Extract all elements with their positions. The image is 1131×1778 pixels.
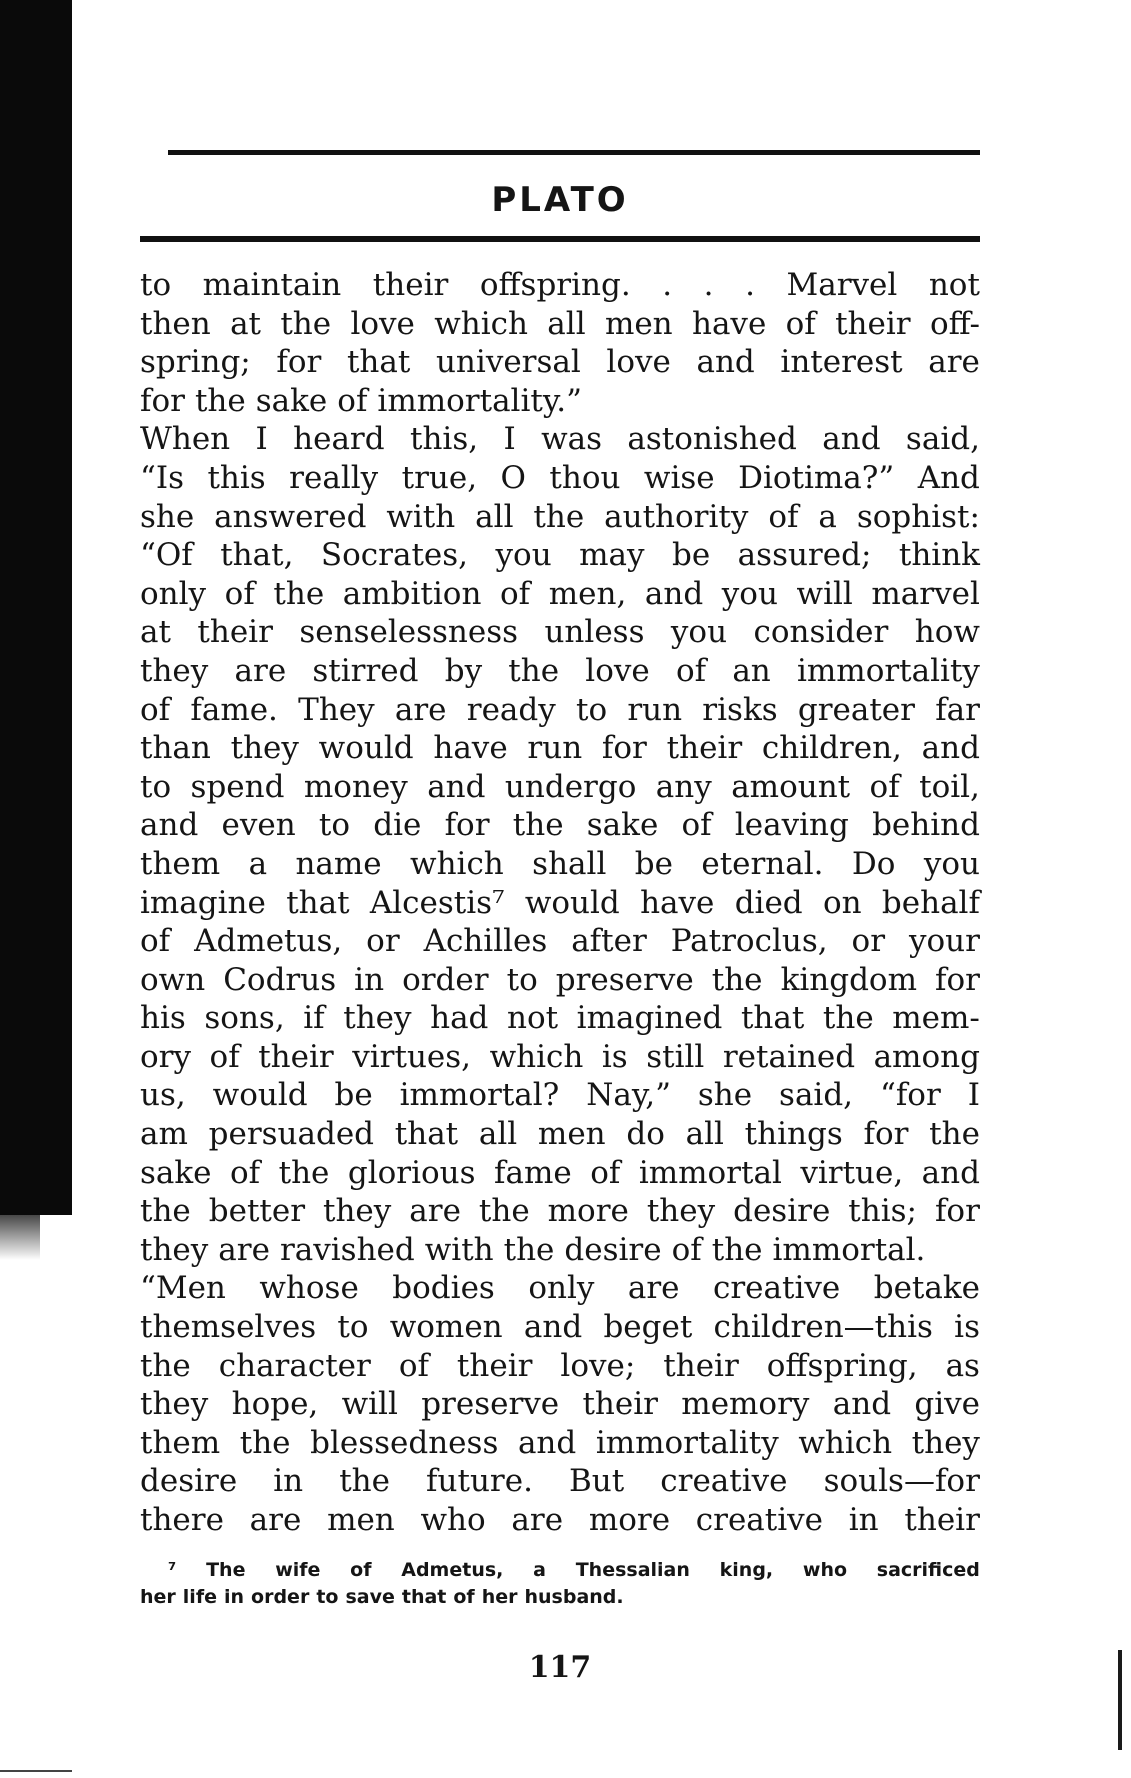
text-line: us, would be immortal? Nay,” she said, “for I <box>140 1077 980 1114</box>
text-line: “Is this really true, O thou wise Diotima?” And <box>140 459 980 496</box>
text-line: and even to die for the sake of leaving behind <box>140 807 980 844</box>
text-line: to spend money and undergo any amount of toil, <box>140 768 980 805</box>
text-line: they are ravished with the desire of the immortal. <box>140 1231 926 1268</box>
text-line: she answered with all the authority of a sophist: <box>140 498 980 535</box>
text-line: spring; for that universal love and interest are <box>140 344 980 381</box>
text-line: than they would have run for their children, and <box>140 730 980 767</box>
text-line: imagine that Alcestis⁷ would have died on behalf <box>140 884 980 921</box>
text-line: sake of the glorious fame of immortal virtue, and <box>140 1154 980 1191</box>
text-line: them the blessedness and immortality which they <box>140 1424 980 1461</box>
scan-binding-shadow <box>0 0 72 1215</box>
text-line: the better they are the more they desire this; for <box>140 1193 980 1230</box>
text-line: of fame. They are ready to run risks greater far <box>140 691 980 728</box>
text-line: When I heard this, I was astonished and said, <box>140 421 980 458</box>
text-line: themselves to women and beget children—this is <box>140 1309 980 1346</box>
footnote <box>140 1557 980 1611</box>
text-line: they hope, will preserve their memory and give <box>140 1386 980 1423</box>
scan-binding-shadow-fade <box>0 1200 40 1260</box>
text-line: only of the ambition of men, and you will marvel <box>140 575 980 612</box>
header-rule-bottom <box>140 236 980 242</box>
text-line: the character of their love; their offspring, as <box>140 1347 980 1384</box>
text-line: ory of their virtues, which is still retained among <box>140 1038 980 1075</box>
header-rule-top <box>168 150 980 155</box>
text-line: his sons, if they had not imagined that the mem- <box>140 1000 980 1037</box>
text-line: them a name which shall be eternal. Do you <box>140 845 980 882</box>
text-line: at their senselessness unless you consider how <box>140 614 980 651</box>
text-line: to maintain their offspring. . . . Marvel not <box>140 267 980 303</box>
text-line: there are men who are more creative in their <box>140 1502 980 1538</box>
text-line: desire in the future. But creative souls—for <box>140 1463 980 1500</box>
text-line: am persuaded that all men do all things for the <box>140 1116 980 1153</box>
text-line: they are stirred by the love of an immortality <box>140 652 980 689</box>
page-number: 117 <box>528 1650 592 1685</box>
text-line: “Men whose bodies only are creative betake <box>140 1270 980 1307</box>
footnote-line: ⁷ The wife of Admetus, a Thessalian king, who sacrificed <box>168 1559 980 1581</box>
text-line: for the sake of immortality.” <box>140 382 582 419</box>
footnote-line: her life in order to save that of her husband. <box>140 1586 624 1608</box>
text-line: then at the love which all men have of their off- <box>140 305 980 342</box>
body-text <box>140 266 980 1540</box>
text-line: of Admetus, or Achilles after Patroclus, or your <box>140 923 980 960</box>
text-line: “Of that, Socrates, you may be assured; think <box>140 537 980 574</box>
scan-edge-mark <box>1118 1650 1122 1750</box>
scan-edge-mark-bottom <box>0 1770 72 1772</box>
running-head: PLATO <box>491 180 629 220</box>
text-line: own Codrus in order to preserve the kingdom for <box>140 961 980 998</box>
